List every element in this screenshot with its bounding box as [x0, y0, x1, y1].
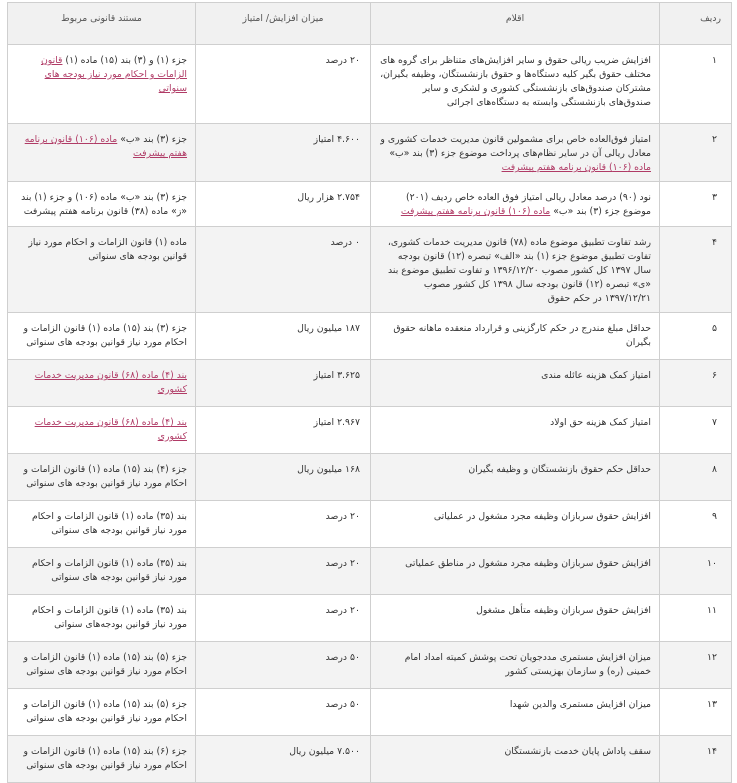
- amount-value: ۲.۷۵۴ هزار ریال: [297, 192, 360, 203]
- amount-cell: [196, 182, 371, 227]
- legal-basis-cell: [8, 548, 196, 595]
- row-number: ۵: [712, 323, 717, 334]
- amount-value: ۲۰ درصد: [325, 55, 360, 66]
- row-number-cell: [660, 736, 732, 783]
- legal-basis-cell: [8, 124, 196, 182]
- item-text: نود (۹۰) درصد معادل ریالی امتیاز فوق العاده خاص ردیف (۲۰۱) موضوع جزء (۳) بند «ب»: [405, 192, 651, 217]
- legal-basis-text: بند (۳۵) ماده (۱) قانون الزامات و احکام مورد نیاز قوانین بودجه های سنواتی: [31, 511, 187, 536]
- item-cell: [371, 407, 660, 454]
- row-number: ۱۳: [707, 699, 717, 710]
- item-text: افزایش حقوق سربازان وظیفه مجرد مشغول در عملیاتی: [433, 511, 651, 522]
- item-cell: [371, 642, 660, 689]
- amount-cell: [196, 548, 371, 595]
- table-row: [8, 548, 732, 595]
- amount-cell: [196, 360, 371, 407]
- item-cell: [371, 227, 660, 313]
- item-text: امتیاز کمک هزینه حق اولاد: [550, 417, 651, 428]
- row-number: ۳: [712, 192, 717, 203]
- table-row: [8, 501, 732, 548]
- legal-basis-text: ماده (۱) قانون الزامات و احکام مورد نیاز قوانین بودجه های سنواتی: [28, 237, 187, 262]
- header-legal-basis: مستند قانونی مربوط: [8, 3, 196, 45]
- header-row-number: ردیف: [660, 3, 732, 45]
- legal-basis-text: جزء (۳) بند «ب» ماده (۱۰۶) و جزء (۱) بند «ز» ماده (۳۸) قانون برنامه هفتم پیشرفت: [21, 192, 187, 217]
- legal-basis-link[interactable]: ماده (۱۰۶) قانون برنامه هفتم پیشرفت: [24, 134, 187, 159]
- legal-basis-cell: [8, 360, 196, 407]
- row-number-cell: [660, 689, 732, 736]
- item-text: افزایش حقوق سربازان وظیفه متأهل مشغول: [476, 605, 651, 616]
- legal-basis-text: جزء (۴) بند (۱۵) ماده (۱) قانون الزامات و احکام مورد نیاز قوانین بودجه های سنواتی: [23, 464, 187, 489]
- item-cell: [371, 124, 660, 182]
- legal-basis-cell: [8, 45, 196, 124]
- legal-basis-cell: [8, 227, 196, 313]
- item-cell: [371, 501, 660, 548]
- item-text: سقف پاداش پایان خدمت بازنشستگان: [504, 746, 651, 757]
- table-row: [8, 454, 732, 501]
- amount-cell: [196, 689, 371, 736]
- legal-basis-cell: [8, 501, 196, 548]
- amount-cell: [196, 595, 371, 642]
- legal-basis-text: جزء (۳) بند «ب»: [120, 134, 187, 145]
- row-number-cell: [660, 501, 732, 548]
- legal-basis-text: جزء (۵) بند (۱۵) ماده (۱) قانون الزامات و احکام مورد نیاز قوانین بودجه های سنواتی: [23, 652, 187, 677]
- amount-value: ۳.۶۲۵ امتیاز: [313, 370, 360, 381]
- legal-basis-text: جزء (۳) بند (۱۵) ماده (۱) قانون الزامات و احکام مورد نیاز قوانین بودجه های سنواتی: [23, 323, 187, 348]
- item-cell: [371, 360, 660, 407]
- item-cell: [371, 454, 660, 501]
- salary-table-wrapper: [7, 2, 731, 783]
- amount-cell: [196, 124, 371, 182]
- row-number-cell: [660, 642, 732, 689]
- row-number: ۱۱: [707, 605, 717, 616]
- row-number-cell: [660, 595, 732, 642]
- table-body: [8, 45, 732, 783]
- legal-basis-cell: [8, 454, 196, 501]
- legal-basis-link[interactable]: بند (۴) ماده (۶۸) قانون مدیریت خدمات کشوری: [34, 370, 187, 395]
- amount-cell: [196, 407, 371, 454]
- row-number: ۱: [712, 55, 717, 66]
- legal-basis-cell: [8, 736, 196, 783]
- table-row: [8, 360, 732, 407]
- legal-basis-cell: [8, 407, 196, 454]
- amount-cell: [196, 227, 371, 313]
- legal-basis-cell: [8, 313, 196, 360]
- item-cell: [371, 689, 660, 736]
- amount-value: ۲.۹۶۷ امتیاز: [313, 417, 360, 428]
- amount-value: ۵۰ درصد: [325, 699, 360, 710]
- table-row: [8, 124, 732, 182]
- row-number: ۷: [712, 417, 717, 428]
- row-number: ۸: [712, 464, 717, 475]
- salary-increase-table: [7, 2, 732, 783]
- amount-value: ۵۰ درصد: [325, 652, 360, 663]
- row-number-cell: [660, 548, 732, 595]
- item-text: میزان افزایش مستمری والدین شهدا: [509, 699, 651, 710]
- legal-basis-cell: [8, 595, 196, 642]
- legal-basis-link[interactable]: قانون الزامات و احکام مورد نیاز بودجه های سنواتی: [40, 55, 187, 94]
- table-row: [8, 689, 732, 736]
- row-number-cell: [660, 124, 732, 182]
- table-row: [8, 407, 732, 454]
- amount-cell: [196, 501, 371, 548]
- header-amount: میزان افزایش/ امتیاز: [196, 3, 371, 45]
- row-number: ۱۲: [707, 652, 717, 663]
- table-row: [8, 45, 732, 124]
- row-number: ۹: [712, 511, 717, 522]
- table-header-row: [8, 3, 732, 45]
- item-cell: [371, 45, 660, 124]
- amount-value: ۱۸۷ میلیون ریال: [297, 323, 360, 334]
- item-text: امتیاز کمک هزینه عائله مندی: [541, 370, 651, 381]
- row-number: ۲: [712, 134, 717, 145]
- row-number-cell: [660, 360, 732, 407]
- table-row: [8, 736, 732, 783]
- legal-basis-cell: [8, 182, 196, 227]
- item-law-link[interactable]: ماده (۱۰۶) قانون برنامه هفتم پیشرفت: [400, 206, 551, 217]
- table-row: [8, 313, 732, 360]
- legal-basis-text: جزء (۱) و (۳) بند (۱۵) ماده (۱): [65, 55, 187, 66]
- row-number: ۱۰: [707, 558, 717, 569]
- amount-cell: [196, 736, 371, 783]
- item-text: رشد تفاوت تطبیق موضوع ماده (۷۸) قانون مدیریت خدمات کشوری، تفاوت تطبیق موضوع جزء (۱) بند «الف» تبصره (۱۲) قانون بودجه سال ۱۳۹۷ کل کشور مصوب ۱۳۹۶/۱۲/۲۰ و تفاوت تطبیق موضوع بند «ی» تبصره (۱۲) قانون بودجه سال ۱۳۹۸ کل کشور مصوب ۱۳۹۷/۱۲/۲۱ در حکم حقوق: [387, 237, 651, 304]
- row-number-cell: [660, 313, 732, 360]
- header-items: اقلام: [371, 3, 660, 45]
- item-cell: [371, 313, 660, 360]
- amount-cell: [196, 454, 371, 501]
- item-cell: [371, 595, 660, 642]
- row-number-cell: [660, 227, 732, 313]
- item-law-link[interactable]: ماده (۱۰۶) قانون برنامه هفتم پیشرفت: [501, 162, 651, 173]
- item-text: میزان افزایش مستمری مددجویان تحت پوشش کمیته امداد امام خمینی (ره) و سازمان بهزیستی کشور: [404, 652, 651, 677]
- item-text: امتیاز فوق‌العاده خاص برای مشمولین قانون مدیریت خدمات کشوری و معادل ریالی آن در سایر نظام‌های پرداخت موضوع جزء (۳) بند «ب»: [380, 134, 651, 159]
- legal-basis-text: جزء (۶) بند (۱۵) ماده (۱) قانون الزامات و احکام مورد نیاز قوانین بودجه های سنواتی: [23, 746, 187, 771]
- amount-value: ۱۶۸ میلیون ریال: [297, 464, 360, 475]
- table-row: [8, 227, 732, 313]
- table-row: [8, 182, 732, 227]
- row-number: ۴: [712, 237, 717, 248]
- item-cell: [371, 182, 660, 227]
- row-number-cell: [660, 407, 732, 454]
- amount-cell: [196, 313, 371, 360]
- item-text: افزایش ضریب ریالی حقوق و سایر افزایش‌های متناظر برای گروه های مختلف حقوق بگیر کلیه دستگاه‌ها و حقوق بازنشستگان، وظیفه بگیران، مشترکان صندوق‌های بازنشستگی کشوری و لشکری و سایر صندوق‌های بازنشستگی وابسته به دستگاه‌های اجرائی: [380, 55, 651, 108]
- legal-basis-text: جزء (۵) بند (۱۵) ماده (۱) قانون الزامات و احکام مورد نیاز قوانین بودجه های سنواتی: [23, 699, 187, 724]
- item-cell: [371, 548, 660, 595]
- row-number: ۱۴: [707, 746, 717, 757]
- amount-value: ۷.۵۰۰ میلیون ریال: [289, 746, 360, 757]
- legal-basis-text: بند (۳۵) ماده (۱) قانون الزامات و احکام مورد نیاز قوانین بودجه‌های سنواتی: [31, 605, 187, 630]
- row-number-cell: [660, 45, 732, 124]
- amount-cell: [196, 45, 371, 124]
- legal-basis-cell: [8, 642, 196, 689]
- table-row: [8, 642, 732, 689]
- row-number-cell: [660, 182, 732, 227]
- item-cell: [371, 736, 660, 783]
- amount-cell: [196, 642, 371, 689]
- legal-basis-text: بند (۳۵) ماده (۱) قانون الزامات و احکام مورد نیاز قوانین بودجه های سنواتی: [31, 558, 187, 583]
- item-text: حداقل حکم حقوق بازنشستگان و وظیفه بگیران: [468, 464, 651, 475]
- table-row: [8, 595, 732, 642]
- amount-value: ۲۰ درصد: [325, 558, 360, 569]
- amount-value: ۲۰ درصد: [325, 511, 360, 522]
- item-text: حداقل مبلغ مندرج در حکم کارگزینی و قرارداد منعقده ماهانه حقوق بگیران: [393, 323, 651, 348]
- amount-value: ۲۰ درصد: [325, 605, 360, 616]
- row-number: ۶: [712, 370, 717, 381]
- legal-basis-cell: [8, 689, 196, 736]
- row-number-cell: [660, 454, 732, 501]
- amount-value: ۴.۶۰۰ امتیاز: [313, 134, 360, 145]
- legal-basis-link[interactable]: بند (۴) ماده (۶۸) قانون مدیریت خدمات کشوری: [34, 417, 187, 442]
- item-text: افزایش حقوق سربازان وظیفه مجرد مشغول در مناطق عملیاتی: [405, 558, 651, 569]
- amount-value: ۰ درصد: [330, 237, 360, 248]
